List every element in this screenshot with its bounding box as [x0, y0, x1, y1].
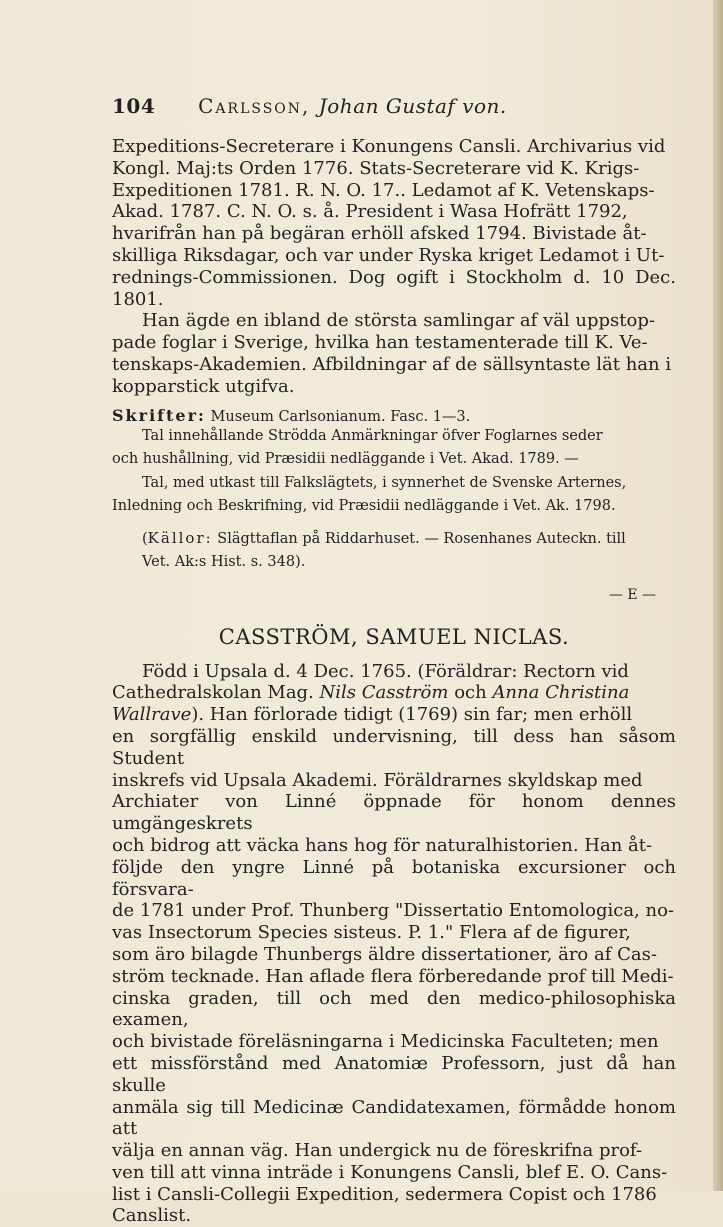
entry-carlsson	[112, 136, 676, 575]
name-italic: Nils Casström	[319, 682, 449, 704]
text-line: skilliga Riksdagar, och var under Ryska kriget Ledamot i Ut-	[112, 244, 665, 266]
text-line: Canslist.	[112, 1205, 192, 1227]
text-span: Cathedralskolan Mag.	[112, 682, 320, 704]
page-edge	[713, 0, 723, 1191]
page-header	[112, 94, 652, 118]
skrifter-line	[112, 406, 676, 425]
text-line: som äro bilagde Thunbergs äldre dissertationer, äro af Cas-	[112, 943, 657, 965]
text-line: Expeditionen 1781. R. N. O. 17.. Ledamot af K. Vetenskaps-	[112, 179, 655, 201]
text-line: hvarifrån han på begäran erhöll afsked 1794. Bivistade åt-	[112, 223, 647, 245]
text-line: list i Cansli-Collegii Expedition, sedermera Copist och 1786	[112, 1183, 657, 1205]
text-line	[112, 704, 676, 726]
text-line: anmäla sig till Medicinæ Candidatexamen, förmådde honom att	[112, 1096, 676, 1140]
page-number: 104	[112, 94, 156, 118]
small-line: Tal, med utkast till Falkslägtets, i synnerhet de Svenske Arternes,	[142, 474, 627, 491]
entry-casstrom	[112, 625, 676, 1227]
text-line: ett missförstånd med Anatomiæ Professorn, just då han skulle	[112, 1052, 676, 1096]
text-line: de 1781 under Prof. Thunberg "Dissertatio Entomologica, no-	[112, 900, 674, 922]
text-line: och bidrog att väcka hans hog för naturalhistorien. Han åt-	[112, 834, 653, 856]
running-head	[198, 94, 507, 118]
text-line: inskrefs vid Upsala Akademi. Föräldrarnes skyldskap med	[112, 769, 643, 791]
text-line: välja en annan väg. Han undergick nu de föreskrifna prof-	[112, 1140, 643, 1162]
running-head-name: Carlsson,	[198, 94, 311, 118]
kallor-line-2: Vet. Ak:s Hist. s. 348).	[142, 554, 306, 571]
name-italic: Anna Christina	[492, 682, 630, 704]
text-line: ström tecknade. Han aflade flera förberedande prof till Medi-	[112, 965, 674, 987]
skrifter-text: Museum Carlsonianum. Fasc. 1—3.	[210, 408, 471, 425]
entry-title: CASSTRÖM, SAMUEL NICLAS.	[218, 624, 570, 649]
kallor-open: (	[142, 530, 148, 547]
text-line: Expeditions-Secreterare i Konungens Cansli. Archivarius vid	[112, 136, 666, 157]
text-line: ven till att vinna inträde i Konungens Cansli, blef E. O. Cans-	[112, 1161, 668, 1183]
text-line: Född i Upsala d. 4 Dec. 1765. (Föräldrar: Rectorn vid	[142, 660, 629, 682]
page-body	[112, 136, 676, 1227]
text-line: pade foglar i Sverige, hvilka han testamenterade till K. Ve-	[112, 332, 648, 354]
text-line: rednings-Commissionen. Dog ogift i Stockholm d. 10 Dec. 1801.	[112, 266, 676, 310]
text-line: Kongl. Maj:ts Orden 1776. Stats-Secreterare vid K. Krigs-	[112, 157, 640, 179]
running-head-given: Johan Gustaf von.	[318, 94, 507, 118]
kallor-label: Källor:	[147, 528, 213, 547]
letter-separator: — E —	[608, 586, 656, 603]
text-line: vas Insectorum Species sisteus. P. 1." Flera af de figurer,	[112, 922, 631, 944]
text-line: följde den yngre Linné på botaniska excursioner och försvara-	[112, 856, 676, 900]
skrifter-label: Skrifter:	[112, 405, 206, 425]
text-line: kopparstick utgifva.	[112, 375, 295, 397]
text-line: Archiater von Linné öppnade för honom dennes umgängeskrets	[112, 791, 676, 835]
text-line: cinska graden, till och med den medico-philosophiska examen,	[112, 987, 676, 1031]
text-line: och bivistade föreläsningarna i Medicinska Faculteten; men	[112, 1031, 659, 1053]
name-italic: Wallrave	[112, 704, 192, 726]
small-line: Tal innehållande Strödda Anmärkningar öfver Foglarnes seder	[142, 427, 603, 444]
small-line: Inledning och Beskrifning, vid Præsidii nedläggande i Vet. Ak. 1798.	[112, 498, 616, 515]
text-line: Han ägde en ibland de största samlingar af väl uppstop-	[142, 310, 655, 332]
kallor-text: Slägttaflan på Riddarhuset. — Rosenhanes Auteckn. till	[217, 530, 626, 547]
text-line	[112, 682, 676, 704]
text-span: ). Han förlorade tidigt (1769) sin far; men erhöll	[191, 704, 633, 726]
kallor-line	[112, 527, 676, 552]
small-line: och hushållning, vid Præsidii nedläggande i Vet. Akad. 1789. —	[112, 451, 579, 468]
text-line: en sorgfällig enskild undervisning, till dess han såsom Student	[112, 725, 676, 769]
text-line: Akad. 1787. C. N. O. s. å. President i Wasa Hofrätt 1792,	[112, 201, 628, 223]
text-line: tenskaps-Akademien. Afbildningar af de sällsyntaste lät han i	[112, 353, 672, 375]
text-span: och	[448, 682, 493, 704]
